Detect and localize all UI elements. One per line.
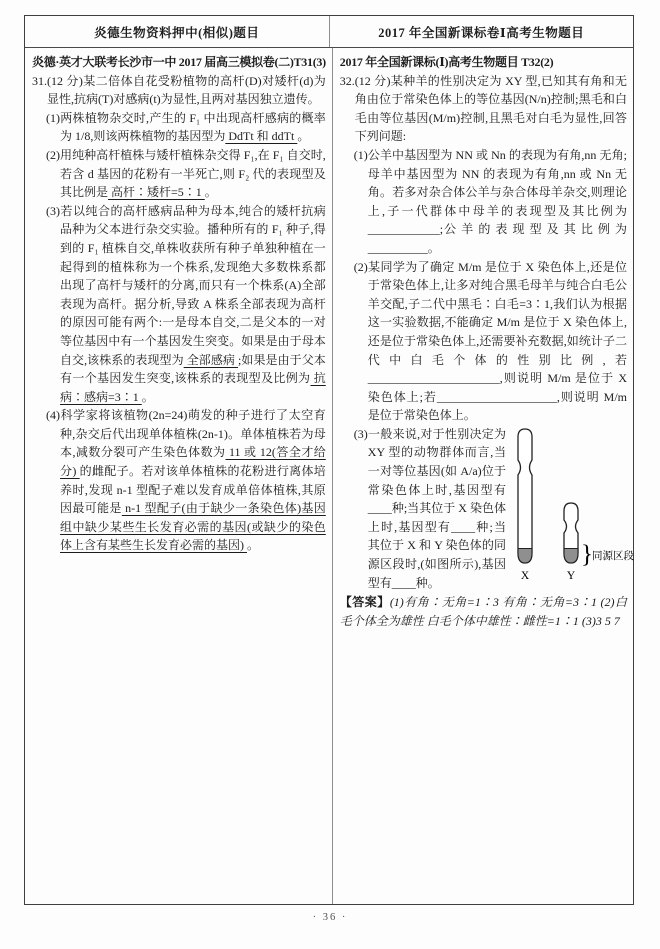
right-question-text [339, 72, 634, 631]
answer-blank: 抗病∶感病=3∶1 [60, 371, 326, 404]
page-number: · 36 · [312, 912, 348, 923]
brace-glyph: } [581, 540, 593, 568]
left-question-cell [25, 48, 333, 904]
x-chromosome [518, 429, 532, 563]
answer [340, 592, 627, 630]
question-32-part-1: (1)公羊中基因型为 NN 或 Nn 的表现为有角,nn 无角;母羊中基因型为 NN 的表现为有角,nn 或 Nn 无角。若多对杂合体公羊与杂合体母羊杂交,则理论上,子一代群体中母羊的表现型及其比例为____________;公 羊 的 表 现 型 及 其 比 例 为__________。 [353, 147, 627, 255]
left-question-text [32, 72, 326, 555]
y-chromosome-label: Y [566, 569, 576, 582]
table-body-row [25, 48, 633, 904]
question-31-part-1: (1)两株植物杂交时,产生的 F₁ 中出现高杆感病的概率为 1/8,则该两株植物的基因型为 DdTt 和 ddTt 。 [46, 110, 326, 144]
answer-blank: 全部感病 [183, 352, 239, 367]
table-header-row [25, 16, 633, 48]
right-source-title: 2017 年全国新课标(Ⅰ)高考生物题目 T32(2) [339, 55, 554, 69]
right-question-cell [333, 48, 633, 904]
xy-chromosome-figure [510, 427, 634, 585]
answer-text: (1)有角∶无角=1∶3 有角∶无角=3∶1 (2)白毛个体全为雄性 白毛个体中雄性∶雌性=1∶1 (3)3 5 7 [339, 595, 627, 628]
question-32-part-2: (2)某同学为了确定 M/m 是位于 X 染色体上,还是位于常染色体上,让多对纯合黑毛母羊与纯合白毛公羊交配,子二代中黑毛∶白毛=3∶1,我们认为根据这一实验数据,不能确定 M/m 是位于 X 染色体上,还是位于常染色体上,还需要补充数据,如统计子二代中白毛个体的性别比例,若______________________,则说明 M/m 是位于 X 染色体上;若____________________,则说明 M/m 是位于常染色体上。 [353, 259, 627, 423]
y-chromosome [564, 503, 578, 563]
x-chromosome-label: X [520, 569, 530, 582]
header-left-title: 炎德生物资料押中(相似)题目 [25, 16, 330, 47]
comparison-table [24, 15, 634, 905]
question-31-part-2: (2)用纯种高杆植株与矮杆植株杂交得 F₁,在 F₁ 自交时,若含 d 基因的花粉有一半死亡,则 F₂ 代的表现型及其比例是 高杆∶矮杆=5∶1 。 [46, 147, 326, 200]
header-right-title: 2017 年全国新课标卷Ⅰ高考生物题目 [378, 25, 585, 40]
question-31-part-3: (3)若以纯合的高杆感病品种为母本,纯合的矮杆抗病品种为父本进行杂交实验。播种所有的 F₁ 种子,得到的 F₁ 植株自交,单株收获所有种子单独种植在一起得到的植株称为一个株系,发现绝大多数株系都出现了高杆与矮杆的分离,而只有一个株系(A)全部表现为高杆。据分析,导致 A 株系全部表现为高杆的原因可能有两个:一是母本自交,二是父本的一对等位基因中有一个基因发生突变。如果是由于母本自交,该株系的表现型为 全部感病 ;如果是由于父本有一个基因发生突变,该株系的表现型及比例为 抗病∶感病=3∶1 。 [46, 203, 326, 404]
question-32-part-3: X Y } 同源区段 (3)一般来说,对于性别决定为 XY 型的动物群体而言,当一对等位基因(如 A/a)位于常染色体上时,基因型有____种;当其位于 X 染色体上时,基因型有____种;当其位于 X 和 Y 染色体的同源区段时,(如图所示),基因型有____种。 [353, 426, 634, 590]
question-31-part-4: (4)科学家将该植物(2n=24)萌发的种子进行了太空育种,杂交后代出现单体植株(2n-1)。单体植株若为母本,减数分裂可产生染色体数为 11 或 12(答全才给分) 的雌配子。若对该单体植株的花粉进行离体培养时,发现 n-1 型配子难以发育成单倍体植株,其原因最可能是 n-1 型配子(由于缺少一条染色体)基因组中缺少某些生长发育必需的基因(或缺少的染色体上含有某些生长发育必需的基因) 。 [46, 408, 326, 553]
answer-blank: 高杆∶矮杆=5∶1 [108, 185, 205, 200]
answer-blank: 11 或 12(答全才给分) [60, 445, 326, 479]
question-32-stem: 32.(12 分)某种羊的性别决定为 XY 型,已知其有角和无角由位于常染色体上的等位基因(N/n)控制;黑毛和白毛由等位基因(M/m)控制,且黑毛对白毛为显性,回答下列问题: [339, 73, 627, 144]
question-31-stem: 31.(12 分)某二倍体自花受粉植物的高杆(D)对矮杆(d)为显性,抗病(T)对感病(t)为显性,且两对基因独立遗传。 [32, 73, 326, 107]
left-source-title: 炎德·英才大联考长沙市一中 2017 届高三模拟卷(二)T31(3) [32, 55, 326, 69]
homologous-region-label: 同源区段 [592, 550, 634, 562]
answer-blank: DdTt 和 ddTt [225, 129, 298, 144]
answer-blank: n-1 型配子(由于缺少一条染色体)基因组中缺少某些生长发育必需的基因(或缺少的染色体上含有某些生长发育必需的基因) [60, 501, 326, 553]
answer-marker: 【答案】 [339, 595, 390, 610]
